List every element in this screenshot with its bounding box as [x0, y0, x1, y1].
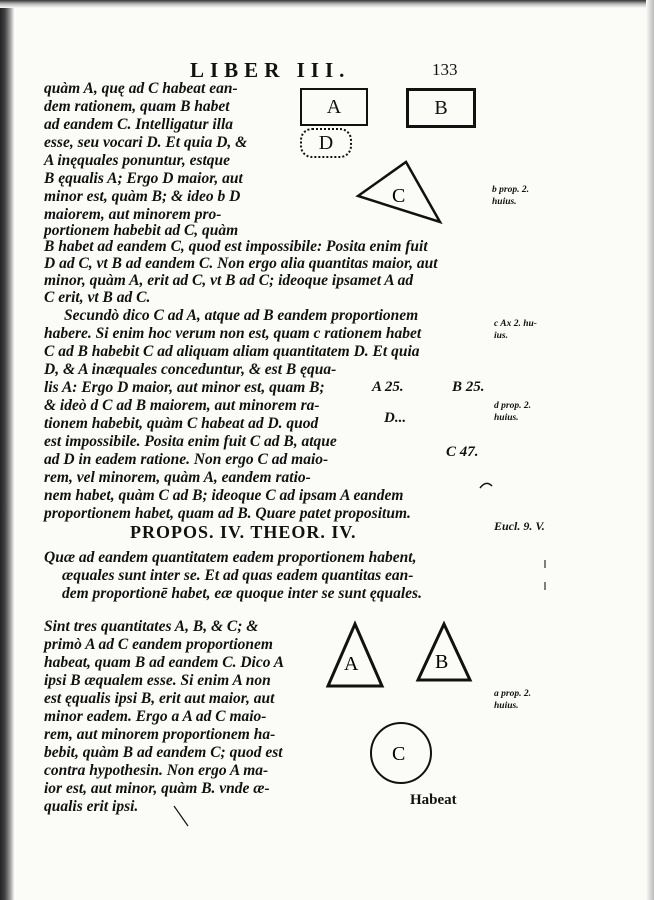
figure-label-b25: B 25.	[452, 379, 485, 395]
text-line: D, & A inæquales conceduntur, & est B ęqua-	[44, 361, 337, 378]
text-line: D ad C, vt B ad eandem C. Non ergo alia quantitas maior, aut	[44, 255, 438, 272]
text-line: qualis erit ipsi.	[44, 798, 139, 815]
text-line: Sint tres quantitates A, B, & C; &	[44, 618, 259, 635]
margin-note-b-line: huius.	[492, 197, 517, 207]
text-line: ad eandem C. Intelligatur illa	[44, 116, 234, 133]
text-line: est impossibile. Posita enim fuit C ad B, atque	[44, 433, 337, 450]
figure-box-b-label: B	[434, 96, 448, 119]
ink-stroke-mark	[172, 804, 192, 828]
text-line: A inęquales ponuntur, estque	[44, 152, 231, 169]
ink-tick-mark	[540, 556, 550, 596]
figure-triangle-b-label: B	[435, 651, 449, 673]
text-line: C ad B habebit C ad aliquam aliam quantitatem D. Et quia	[44, 343, 420, 360]
figure-circle-c	[368, 720, 434, 786]
margin-note-a	[494, 688, 531, 712]
text-line: ior est, aut minor, quàm B. vnde æ-	[44, 780, 270, 797]
figure-box-d-label: D	[318, 131, 334, 154]
text-line: primò A ad C eandem proportionem	[44, 636, 273, 653]
figure-label-c47: C 47.	[446, 444, 479, 460]
text-line: rem, aut minorem proportionem ha-	[44, 726, 276, 743]
margin-note-d	[494, 400, 531, 424]
text-line: minor eadem. Ergo a A ad C maio-	[44, 708, 267, 725]
figure-box-b	[406, 88, 476, 128]
text-line: portionem habebit ad C, quàm	[44, 222, 239, 239]
page-edge-shadow-left	[0, 0, 14, 900]
text-line: proportionem habet, quam ad B. Quare patet propositum.	[44, 505, 411, 522]
page-edge-shadow-top	[0, 0, 654, 8]
enunciation-line: Quæ ad eandem quantitatem eadem proportionem habent,	[44, 549, 417, 566]
margin-note-eucl: Eucl. 9. V.	[494, 519, 545, 533]
text-line: dem rationem, quam B habet	[44, 98, 230, 115]
text-line: ad D in eadem ratione. Non ergo C ad maio-	[44, 451, 329, 468]
margin-note-c	[494, 318, 537, 342]
proposition-heading: PROPOS. IV. THEOR. IV.	[130, 522, 357, 542]
margin-note-b	[492, 184, 529, 208]
text-line: est ęqualis ipsi B, erit aut maior, aut	[44, 690, 275, 707]
margin-note-a-line: huius.	[494, 701, 519, 711]
enunciation-line: dem proportionē habet, eæ quoque inter se sunt ęquales.	[62, 585, 422, 602]
page-number: 133	[432, 60, 458, 79]
margin-note-c-line: ius.	[494, 331, 508, 341]
figure-label-d: D...	[384, 410, 407, 426]
margin-note-d-line: huius.	[494, 413, 519, 423]
text-line: Secundò dico C ad A, atque ad B eandem proportionem	[64, 307, 419, 324]
catchword: Habeat	[410, 792, 457, 808]
text-line: bebit, quàm B ad eandem C; quod est	[44, 744, 283, 761]
text-line: habeat, quam B ad eandem C. Dico A	[44, 654, 285, 671]
text-line: C erit, vt B ad C.	[44, 289, 151, 306]
text-line: ipsi B æqualem esse. Si enim A non	[44, 672, 271, 689]
text-line: minor est, quàm B; & ideo b D	[44, 188, 241, 205]
figure-triangle-c	[354, 156, 444, 228]
text-line: contra hypothesin. Non ergo A ma-	[44, 762, 269, 779]
figure-triangle-b	[414, 620, 474, 684]
enunciation-line: æquales sunt inter se. Et ad quas eadem quantitas ean-	[62, 567, 414, 584]
figure-box-a-label: A	[326, 95, 342, 118]
margin-note-d-line: d prop. 2.	[494, 401, 531, 411]
text-line: rem, vel minorem, quàm A, eandem ratio-	[44, 469, 311, 486]
text-line: maiorem, aut minorem pro-	[44, 206, 222, 223]
text-line: lis A: Ergo D maior, aut minor est, quam B;	[44, 379, 325, 396]
text-line: esse, seu vocari D. Et quia D, &	[44, 134, 248, 151]
text-line: habere. Si enim hoc verum non est, quam c rationem habet	[44, 325, 422, 342]
margin-note-a-line: a prop. 2.	[494, 689, 531, 699]
text-line: B habet ad eandem C, quod est impossibile: Posita enim fuit	[44, 238, 428, 255]
ink-flourish-mark	[478, 478, 494, 494]
margin-note-b-line: b prop. 2.	[492, 185, 529, 195]
figure-label-a25: A 25.	[372, 379, 404, 395]
figure-box-a	[300, 88, 368, 126]
text-line: B ęqualis A; Ergo D maior, aut	[44, 170, 243, 187]
figure-triangle-a	[324, 620, 386, 690]
running-head: LIBER III.	[190, 58, 351, 82]
text-line: tionem habebit, quàm C habeat ad D. quod	[44, 415, 319, 432]
text-line: nem habet, quàm C ad B; ideoque C ad ipsam A eandem	[44, 487, 404, 504]
text-line: quàm A, quę ad C habeat ean-	[44, 80, 238, 97]
figure-triangle-a-label: A	[344, 653, 359, 675]
figure-box-d	[300, 128, 352, 158]
text-line: & ideò d C ad B maiorem, aut minorem ra-	[44, 397, 320, 414]
text-line: minor, quàm A, erit ad C, vt B ad C; ideoque ipsamet A ad	[44, 272, 414, 289]
figure-circle-c-label: C	[392, 743, 406, 765]
figure-triangle-c-label: C	[392, 185, 406, 207]
page-edge-shadow-right	[646, 0, 654, 900]
margin-note-c-line: c Ax 2. hu-	[494, 319, 537, 329]
